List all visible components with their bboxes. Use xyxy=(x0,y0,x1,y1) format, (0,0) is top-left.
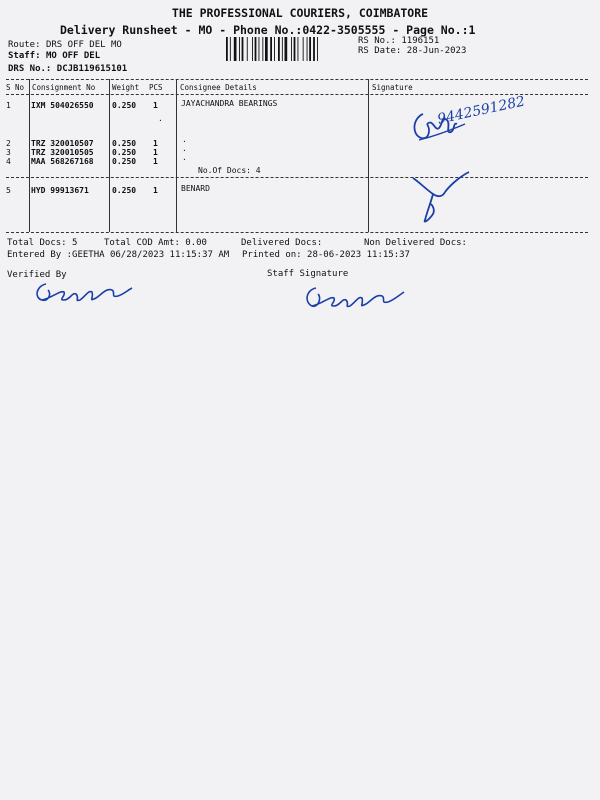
barcode-image xyxy=(226,37,354,61)
row-sno: 4 xyxy=(6,157,11,166)
barcode-bar xyxy=(285,37,288,61)
row-consignment-no: TRZ 320010507 xyxy=(31,139,94,148)
rs-date-label: RS Date: xyxy=(358,46,402,56)
barcode-bar xyxy=(298,37,299,61)
barcode-bar xyxy=(317,37,318,61)
barcode-bar xyxy=(270,37,272,61)
rs-no-value: 1196151 xyxy=(401,36,440,46)
drs-line xyxy=(8,64,127,74)
barcode-bar xyxy=(252,37,253,61)
col-header-pcs: PCS xyxy=(149,83,163,92)
recipient-signature-2 xyxy=(405,168,485,228)
staff-label: Staff: xyxy=(8,51,41,61)
row-consignee: . xyxy=(182,135,187,144)
staff-line xyxy=(8,51,100,61)
barcode-bar xyxy=(242,37,244,61)
row-consignment-no: IXM 504026550 xyxy=(31,101,94,110)
col-header-sno: S No xyxy=(6,83,25,92)
row-weight: 0.250 xyxy=(112,101,137,110)
barcode-bar xyxy=(226,37,228,61)
entered-by: Entered By :GEETHA 06/28/2023 11:15:37 AM xyxy=(7,250,230,260)
row-pcs: 1 xyxy=(153,157,158,166)
barcode-bar xyxy=(278,37,280,61)
printed-on: Printed on: 28-06-2023 11:15:37 xyxy=(242,250,410,260)
barcode-bar xyxy=(309,37,311,61)
row-weight: 0.250 xyxy=(112,139,137,148)
barcode-bar xyxy=(259,37,260,61)
barcode-bar xyxy=(255,37,257,61)
column-divider xyxy=(109,79,110,232)
barcode-bar xyxy=(294,37,296,61)
row-sno: 1 xyxy=(6,101,11,110)
barcode-bar xyxy=(307,37,308,61)
rs-no-label: RS No.: xyxy=(358,36,396,46)
col-header-consignment: Consignment No xyxy=(32,83,96,92)
staff-signature-label: Staff Signature xyxy=(267,269,349,279)
barcode-bar xyxy=(274,37,275,61)
column-divider xyxy=(29,79,30,232)
row-pcs: 1 xyxy=(153,148,158,157)
row-sno: 2 xyxy=(6,139,11,148)
table-row-separator xyxy=(6,177,588,178)
row-pcs: 1 xyxy=(153,101,158,110)
row-pcs: 1 xyxy=(153,186,158,195)
row-consignee: . xyxy=(182,144,187,153)
runsheet-title: Delivery Runsheet - MO - Phone No.:0422-3505555 - Page No.:1 xyxy=(60,23,476,37)
col-header-consignee: Consignee Details xyxy=(180,83,257,92)
rs-date-line xyxy=(358,46,466,56)
col-header-weight: Weight xyxy=(112,83,140,92)
non-delivered-docs: Non Delivered Docs: xyxy=(364,238,467,248)
barcode-bar xyxy=(282,37,283,61)
route-label: Route: xyxy=(8,40,41,50)
barcode-bar xyxy=(265,37,268,61)
barcode-bar xyxy=(230,37,231,61)
barcode-bar xyxy=(234,37,237,61)
drs-label: DRS No.: xyxy=(8,64,52,74)
row-consignment-no: HYD 99913671 xyxy=(31,186,89,195)
row-weight: 0.250 xyxy=(112,148,137,157)
row-consignee: BENARD xyxy=(181,184,210,193)
handwritten-phone-number: 9442591282 xyxy=(436,93,527,128)
column-divider xyxy=(368,79,369,232)
staff-signature xyxy=(300,280,410,314)
row-consignment-no: MAA 568267168 xyxy=(31,157,94,166)
col-header-signature: Signature xyxy=(372,83,413,92)
row-sno: 3 xyxy=(6,148,11,157)
stray-dot: . xyxy=(158,114,163,123)
barcode-bar xyxy=(291,37,292,61)
row-consignee: . xyxy=(182,153,187,162)
barcode-bar xyxy=(262,37,263,61)
verified-by-label: Verified By xyxy=(7,270,67,280)
rs-date-value: 28-Jun-2023 xyxy=(406,46,467,56)
company-name: THE PROFESSIONAL COURIERS, COIMBATORE xyxy=(171,6,429,20)
row-pcs: 1 xyxy=(153,139,158,148)
row-sno: 5 xyxy=(6,186,11,195)
route-value: DRS OFF DEL MO xyxy=(45,40,122,50)
table-top-rule xyxy=(6,79,588,80)
barcode-bar xyxy=(303,37,304,61)
drs-value: DCJB119615101 xyxy=(56,64,128,74)
barcode-bar xyxy=(247,37,248,61)
column-divider xyxy=(176,79,177,232)
staff-value: MO OFF DEL xyxy=(45,51,101,61)
no-of-docs: No.Of Docs: 4 xyxy=(198,166,261,175)
route-line xyxy=(8,40,122,50)
total-cod-amount: Total COD Amt: 0.00 xyxy=(104,238,207,248)
row-consignment-no: TRZ 320010505 xyxy=(31,148,94,157)
row-weight: 0.250 xyxy=(112,186,137,195)
rs-no-line xyxy=(358,36,439,46)
row-consignee: JAYACHANDRA BEARINGS xyxy=(181,99,278,108)
table-bottom-rule xyxy=(6,232,588,233)
delivered-docs: Delivered Docs: xyxy=(241,238,323,248)
barcode-bar xyxy=(313,37,315,61)
table-header-rule xyxy=(6,94,588,95)
barcode-bar xyxy=(239,37,240,61)
verified-by-signature xyxy=(30,276,140,310)
row-weight: 0.250 xyxy=(112,157,137,166)
total-docs: Total Docs: 5 xyxy=(7,238,78,248)
